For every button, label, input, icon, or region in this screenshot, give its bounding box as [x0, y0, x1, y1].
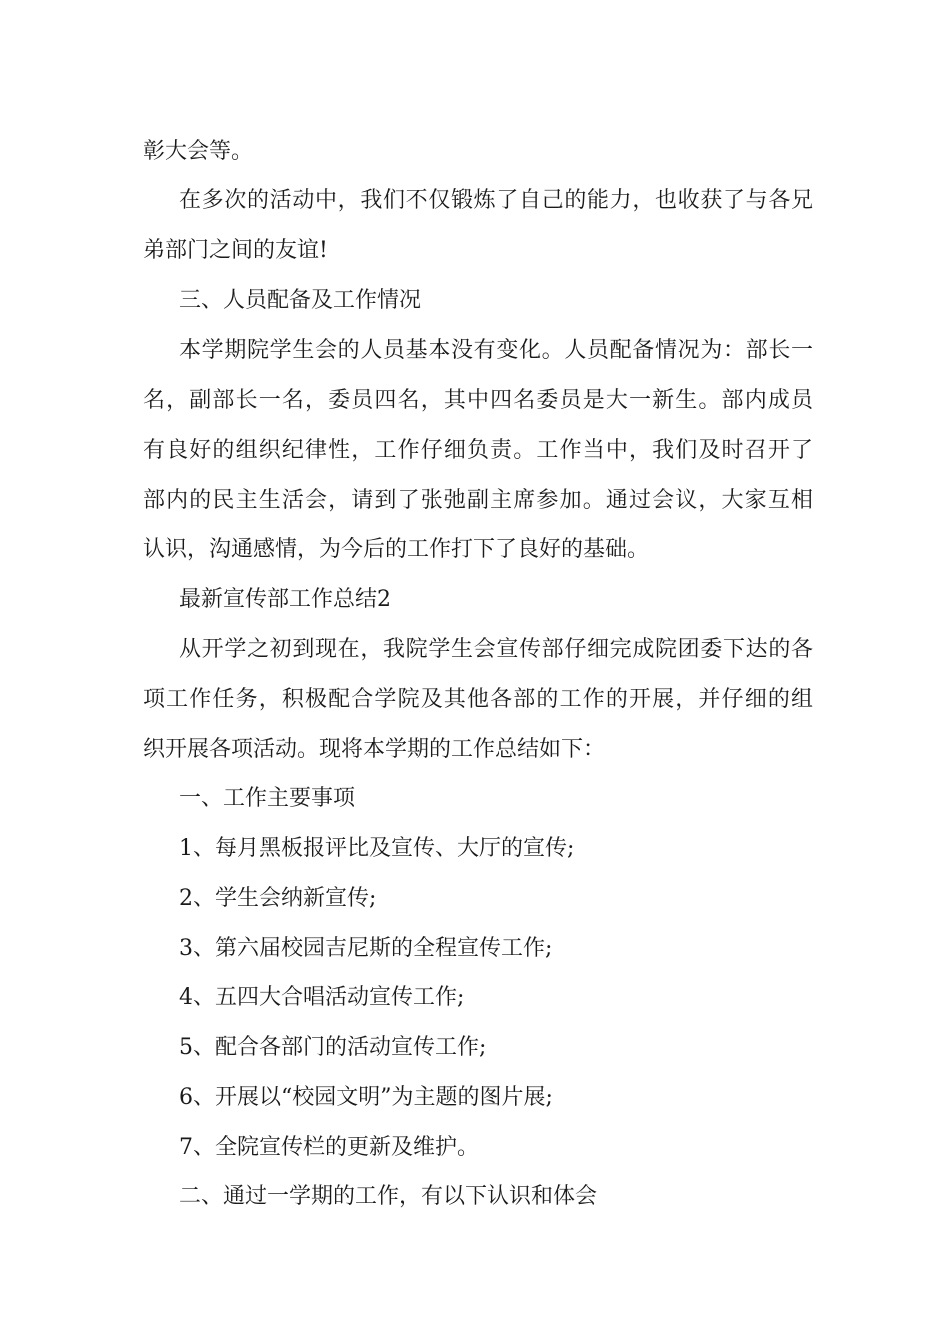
- list-item: 5、配合各部门的活动宣传工作;: [179, 1035, 487, 1060]
- text-line: 彰大会等。: [143, 139, 254, 164]
- document-title: 最新宣传部工作总结2: [179, 587, 391, 612]
- text-line: 认识，沟通感情，为今后的工作打下了良好的基础。: [143, 537, 650, 562]
- list-item: 2、学生会纳新宣传;: [179, 886, 377, 911]
- list-item: 7、全院宣传栏的更新及维护。: [179, 1135, 479, 1160]
- text-line: 名，副部长一名，委员四名，其中四名委员是大一新生。部内成员: [143, 388, 813, 413]
- list-item: 6、开展以“校园文明”为主题的图片展;: [179, 1085, 553, 1110]
- text-line: 项工作任务，积极配合学院及其他各部的工作的开展，并仔细的组: [143, 687, 813, 712]
- text-line: 从开学之初到现在，我院学生会宣传部仔细完成院团委下达的各: [179, 637, 813, 662]
- section-heading: 二、通过一学期的工作，有以下认识和体会: [179, 1184, 598, 1209]
- section-heading: 一、工作主要事项: [179, 786, 356, 811]
- text-line: 本学期院学生会的人员基本没有变化。人员配备情况为：部长一: [179, 338, 813, 363]
- list-item: 1、每月黑板报评比及宣传、大厅的宣传;: [179, 836, 575, 861]
- section-heading: 三、人员配备及工作情况: [179, 288, 422, 313]
- text-line: 有良好的组织纪律性，工作仔细负责。工作当中，我们及时召开了: [143, 438, 813, 463]
- list-item: 4、五四大合唱活动宣传工作;: [179, 985, 465, 1010]
- text-line: 织开展各项活动。现将本学期的工作总结如下：: [143, 737, 606, 762]
- list-item: 3、第六届校园吉尼斯的全程宣传工作;: [179, 936, 553, 961]
- text-line: 部内的民主生活会，请到了张弛副主席参加。通过会议，大家互相: [143, 488, 813, 513]
- text-line: 在多次的活动中，我们不仅锻炼了自己的能力，也收获了与各兄: [179, 188, 813, 213]
- text-line: 弟部门之间的友谊!: [143, 238, 328, 263]
